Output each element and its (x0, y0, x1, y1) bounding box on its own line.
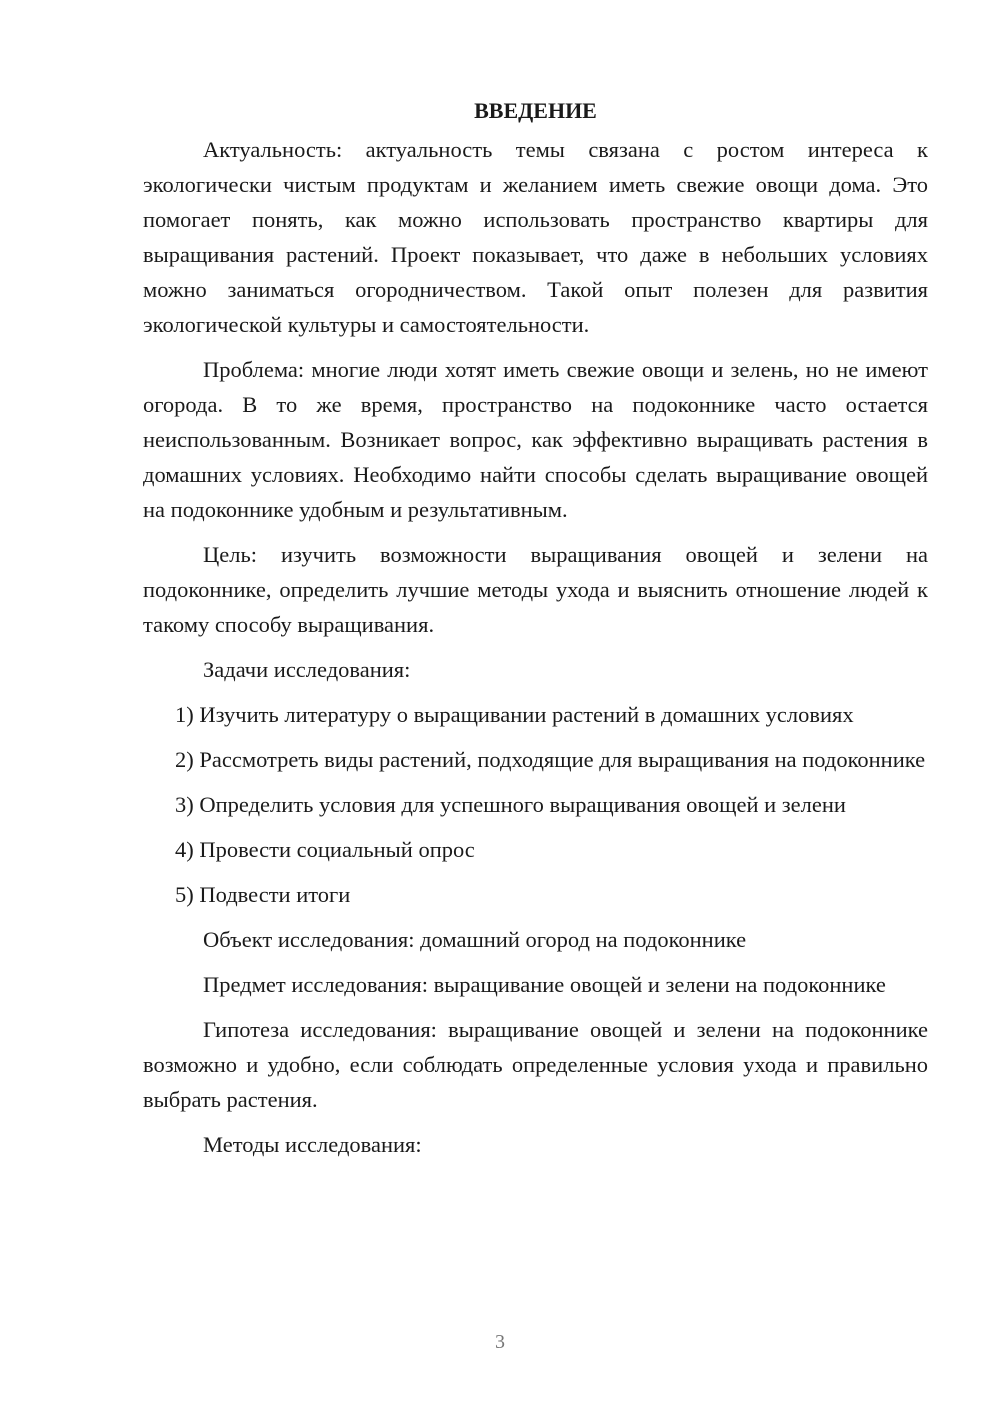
list-item: 2) Рассмотреть виды растений, подходящие для выращивания на подоконнике (175, 747, 926, 772)
goal-paragraph: Цель: изучить возможности выращивания овощей и зелени на подоконнике, определить лучшие методы ухода и выяснить отношение людей к такому способу выращивания. (143, 542, 928, 637)
list-item: 3) Определить условия для успешного выращивания овощей и зелени (175, 792, 846, 817)
hypothesis-paragraph: Гипотеза исследования: выращивание овощей и зелени на подоконнике возможно и удобно, если соблюдать определенные условия ухода и правильно выбрать растения. (143, 1017, 928, 1112)
page-number: 3 (495, 1331, 505, 1353)
list-item: 1) Изучить литературу о выращивании растений в домашних условиях (175, 702, 854, 727)
tasks-list (143, 697, 928, 912)
relevance-paragraph: Актуальность: актуальность темы связана с ростом интереса к экологически чистым продуктам и желанием иметь свежие овощи дома. Это помогает понять, как можно использовать пространство квартиры для выращивания растений. Проект показывает, что даже в небольших условиях можно заниматься огородничеством. Такой опыт полезен для развития экологической культуры и самостоятельности. (143, 137, 928, 337)
subject-paragraph: Предмет исследования: выращивание овощей и зелени на подоконнике (203, 972, 886, 997)
page-title: ВВЕДЕНИЕ (474, 98, 597, 123)
object-paragraph: Объект исследования: домашний огород на подоконнике (203, 927, 747, 952)
methods-heading: Методы исследования: (203, 1132, 422, 1157)
tasks-heading: Задачи исследования: (203, 657, 411, 682)
list-item: 4) Провести социальный опрос (175, 837, 475, 862)
list-item: 5) Подвести итоги (175, 882, 351, 907)
page-content (143, 93, 928, 1162)
problem-paragraph: Проблема: многие люди хотят иметь свежие овощи и зелень, но не имеют огорода. В то же время, пространство на подоконнике часто остается неиспользованным. Возникает вопрос, как эффективно выращивать растения в домашних условиях. Необходимо найти способы сделать выращивание овощей на подоконнике удобным и результативным. (143, 357, 928, 522)
